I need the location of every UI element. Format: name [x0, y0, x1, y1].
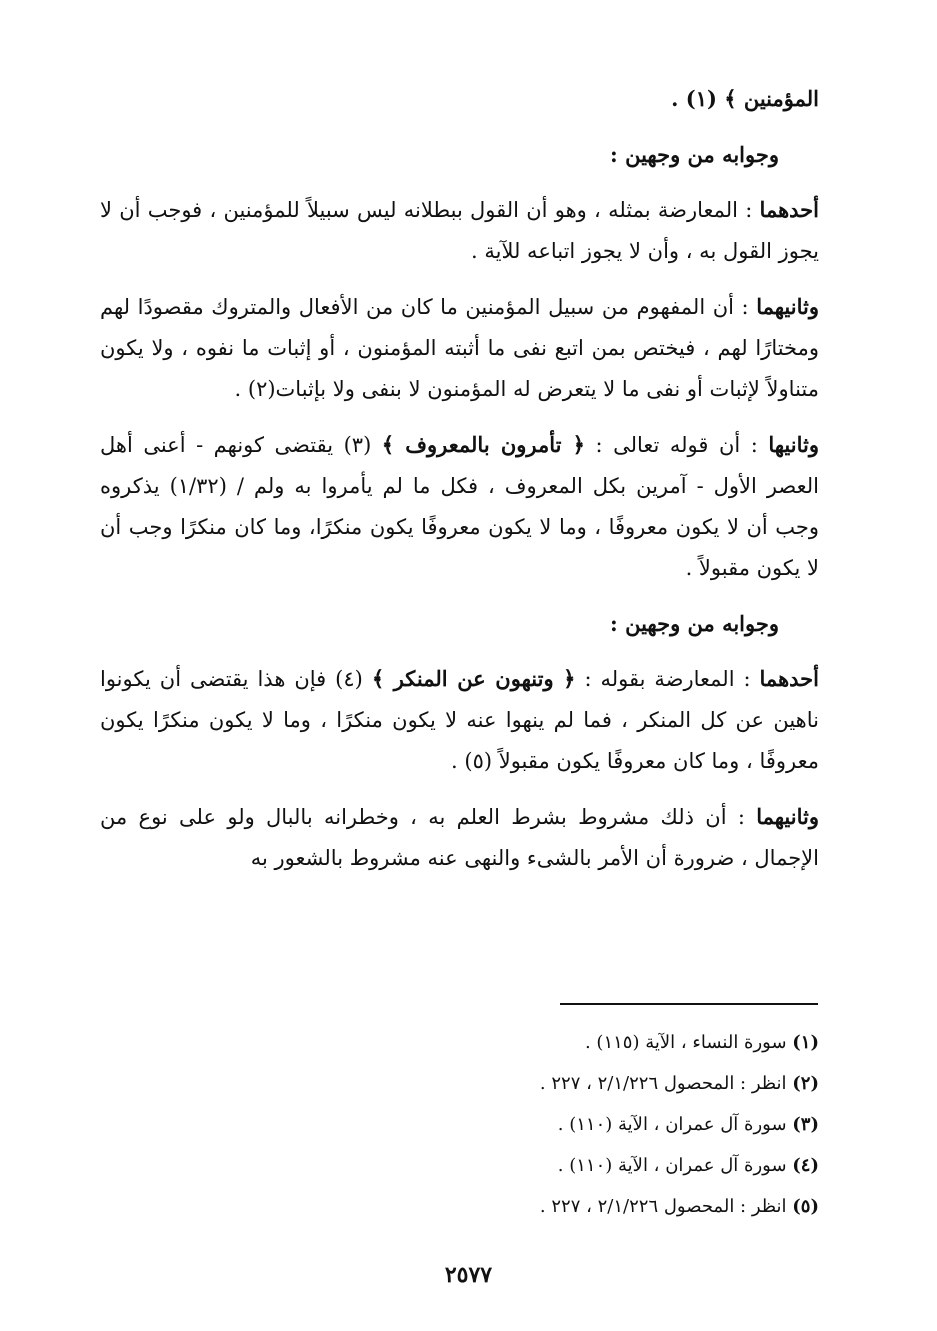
footnote-item — [300, 1104, 819, 1145]
section-heading: وجوابه من وجهين : — [610, 611, 779, 636]
footnote-text: انظر : المحصول ٢/١/٢٢٦ ، ٢٢٧ . — [539, 1073, 793, 1094]
footnote-text: سورة آل عمران ، الآية (١١٠) . — [557, 1114, 793, 1135]
footnote-item — [300, 1022, 819, 1063]
footnote-number: (٢) — [792, 1073, 819, 1094]
paragraph-second-answer — [100, 286, 819, 410]
footnote-item — [300, 1145, 819, 1186]
footnote-text: سورة النساء ، الآية (١١٥) . — [584, 1032, 793, 1053]
paragraph-text: : أن ذلك مشروط بشرط العلم به ، وخطرانه بالبال ولو على نوع من الإجمال ، ضرورة أن الأمر بالشىء والنهى عنه مشروط بالشعور به — [100, 805, 819, 870]
paragraph-lead: وثانيهما — [756, 294, 819, 319]
paragraph-text: : أن قوله تعالى : — [584, 433, 769, 457]
footnote-number: (٤) — [792, 1155, 819, 1176]
paragraph-lead: أحدهما — [759, 197, 819, 222]
paragraph-first-answer — [100, 658, 819, 782]
quran-quote: ﴿ تأمرون بالمعروف ﴾ — [381, 432, 585, 457]
paragraph-second-answer — [100, 796, 819, 879]
main-text — [100, 78, 819, 879]
paragraph-text: (٣) يقتضى كونهم - أعنى أهل العصر الأول - آمرين بكل المعروف ، فكل ما لم يأمروا به ولم / (١/٣٢) يذكروه وجب أن لا يكون معروفًا ، وما لا يكون معروفًا يكون منكرًا، وما كان منكرًا وجب أن لا يكون مقبولاً . — [100, 433, 819, 580]
paragraph-text: : المعارضة بقوله : — [575, 667, 760, 691]
paragraph-lead: وثانيهما — [756, 804, 819, 829]
paragraph-lead: وثانيها — [768, 432, 819, 457]
section-heading: وجوابه من وجهين : — [610, 142, 779, 167]
footnote-number: (٥) — [792, 1196, 819, 1217]
footnote-number: (١) — [792, 1032, 819, 1053]
footnotes — [300, 1022, 819, 1227]
paragraph-continuation: المؤمنين ﴾ (١) . — [671, 86, 819, 111]
footnote-text: انظر : المحصول ٢/١/٢٢٦ ، ٢٢٧ . — [539, 1196, 793, 1217]
footnote-divider — [560, 1003, 818, 1005]
paragraph-text: : أن المفهوم من سبيل المؤمنين ما كان من الأفعال والمتروك مقصودًا لهم ومختارًا لهم ، فيختص بمن اتبع نفى ما أثبته المؤمنون ، أو إثبات ما نفوه ، ولا يكون متناولاً لإثبات أو نفى ما لا يتعرض له المؤمنون لا بنفى ولا بإثبات(٢) . — [100, 295, 819, 401]
footnote-item — [300, 1186, 819, 1227]
footnote-number: (٣) — [792, 1114, 819, 1135]
footnote-text: سورة آل عمران ، الآية (١١٠) . — [557, 1155, 793, 1176]
paragraph-second-argument — [100, 424, 819, 589]
quran-quote: ﴿ وتنهون عن المنكر ﴾ — [371, 666, 576, 691]
paragraph-first-answer — [100, 189, 819, 272]
paragraph-lead: أحدهما — [759, 666, 819, 691]
paragraph-text: (٤) فإن هذا يقتضى أن يكونوا ناهين عن كل المنكر ، فما لم ينهوا عنه لا يكون منكرًا ، وما لا يكون منكرًا يكون معروفًا ، وما كان معروفًا يكون مقبولاً (٥) . — [100, 667, 819, 773]
footnote-item — [300, 1063, 819, 1104]
page-number: ٢٥٧٧ — [444, 1262, 493, 1288]
paragraph-text: : المعارضة بمثله ، وهو أن القول ببطلانه ليس سبيلاً للمؤمنين ، فوجب أن لا يجوز القول به ، وأن لا يجوز اتباعه للآية . — [100, 198, 819, 263]
